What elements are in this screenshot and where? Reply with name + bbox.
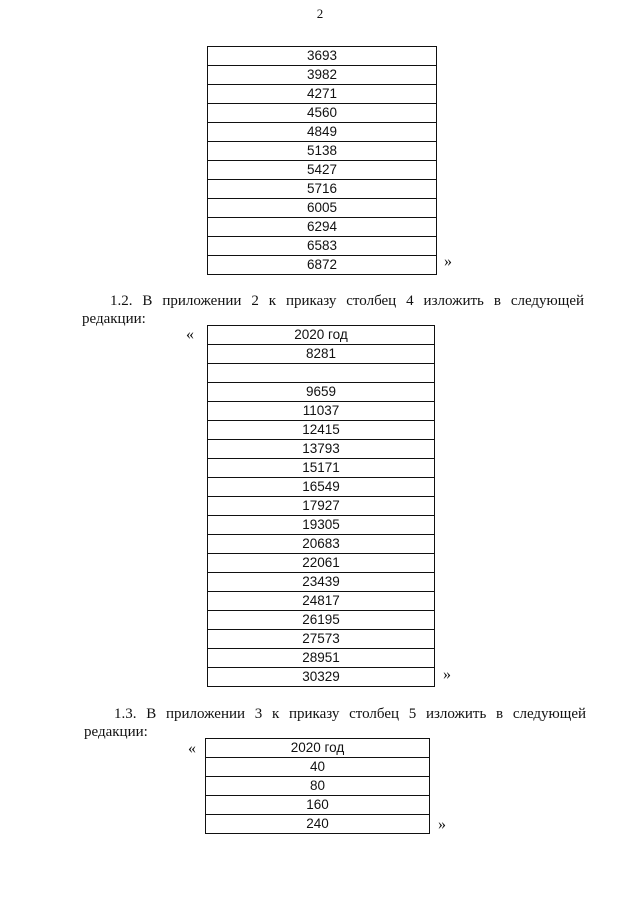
table-cell: 6005: [208, 199, 437, 218]
table-column-5: [205, 738, 430, 834]
section-1-2-line2: редакции:: [82, 311, 146, 327]
table-cell: 13793: [208, 440, 435, 459]
table-cell: 6583: [208, 237, 437, 256]
table-cell: 26195: [208, 611, 435, 630]
table-cell: 28951: [208, 649, 435, 668]
table-cell: 22061: [208, 554, 435, 573]
table-row: [208, 180, 437, 199]
table-row: [208, 85, 437, 104]
table-row: [208, 199, 437, 218]
table-cell: 17927: [208, 497, 435, 516]
table-row: [208, 256, 437, 275]
table-row: [208, 123, 437, 142]
table-cell: 11037: [208, 402, 435, 421]
table-row: [208, 47, 437, 66]
section-1-3-line2: редакции:: [84, 724, 148, 740]
table-row: [208, 459, 435, 478]
table-row: [208, 478, 435, 497]
table-continuation: [207, 46, 437, 275]
table-cell: 16549: [208, 478, 435, 497]
table-row: [208, 218, 437, 237]
table-row: [208, 104, 437, 123]
table-column-4: [207, 325, 435, 687]
table-row: [208, 364, 435, 383]
table-row: [206, 758, 430, 777]
table-header-cell: 2020 год: [208, 326, 435, 345]
closing-quote: »: [438, 816, 446, 833]
opening-quote: «: [186, 326, 194, 343]
table-row: [208, 535, 435, 554]
table-row: [208, 161, 437, 180]
table-cell: 5716: [208, 180, 437, 199]
table-header-row: [208, 326, 435, 345]
table-row: [208, 668, 435, 687]
section-1-3-line1: 1.3. В приложении 3 к приказу столбец 5 изложить в следующей: [114, 706, 586, 722]
table-cell: 3693: [208, 47, 437, 66]
table-cell: 4849: [208, 123, 437, 142]
table-row: [206, 796, 430, 815]
table-cell: 3982: [208, 66, 437, 85]
table-cell: 9659: [208, 383, 435, 402]
table-cell: 20683: [208, 535, 435, 554]
section-1-2-line1: 1.2. В приложении 2 к приказу столбец 4 изложить в следующей: [110, 293, 584, 309]
table-row: [208, 421, 435, 440]
table-cell: 23439: [208, 573, 435, 592]
table-row: [208, 440, 435, 459]
table-row: [208, 402, 435, 421]
table-cell: 27573: [208, 630, 435, 649]
table-row: [208, 573, 435, 592]
table-row: [208, 554, 435, 573]
section-1-3-text: [84, 705, 586, 741]
table-row: [208, 630, 435, 649]
table-row: [208, 345, 435, 364]
table-row: [208, 142, 437, 161]
table-row: [208, 649, 435, 668]
table-row: [208, 383, 435, 402]
table-row: [208, 497, 435, 516]
table-cell: 19305: [208, 516, 435, 535]
table-header-row: [206, 739, 430, 758]
table-cell: 4560: [208, 104, 437, 123]
table-cell: 12415: [208, 421, 435, 440]
table-cell: 30329: [208, 668, 435, 687]
table-cell: 5427: [208, 161, 437, 180]
table-cell: 4271: [208, 85, 437, 104]
table-cell: 40: [206, 758, 430, 777]
table-cell: 240: [206, 815, 430, 834]
closing-quote: »: [444, 253, 452, 270]
table-row: [208, 66, 437, 85]
table-cell: 15171: [208, 459, 435, 478]
table-row: [208, 611, 435, 630]
table-row: [206, 815, 430, 834]
table-cell: 24817: [208, 592, 435, 611]
table-cell: 6294: [208, 218, 437, 237]
table-row: [208, 592, 435, 611]
table-cell: 5138: [208, 142, 437, 161]
page-number: 2: [316, 6, 324, 21]
opening-quote: «: [188, 740, 196, 757]
table-cell: 6872: [208, 256, 437, 275]
table-header-cell: 2020 год: [206, 739, 430, 758]
table-row: [206, 777, 430, 796]
closing-quote: »: [443, 666, 451, 683]
table-cell: [208, 364, 435, 383]
table-cell: 160: [206, 796, 430, 815]
section-1-2-text: [82, 292, 584, 328]
table-cell: 8281: [208, 345, 435, 364]
table-cell: 80: [206, 777, 430, 796]
table-row: [208, 516, 435, 535]
table-row: [208, 237, 437, 256]
